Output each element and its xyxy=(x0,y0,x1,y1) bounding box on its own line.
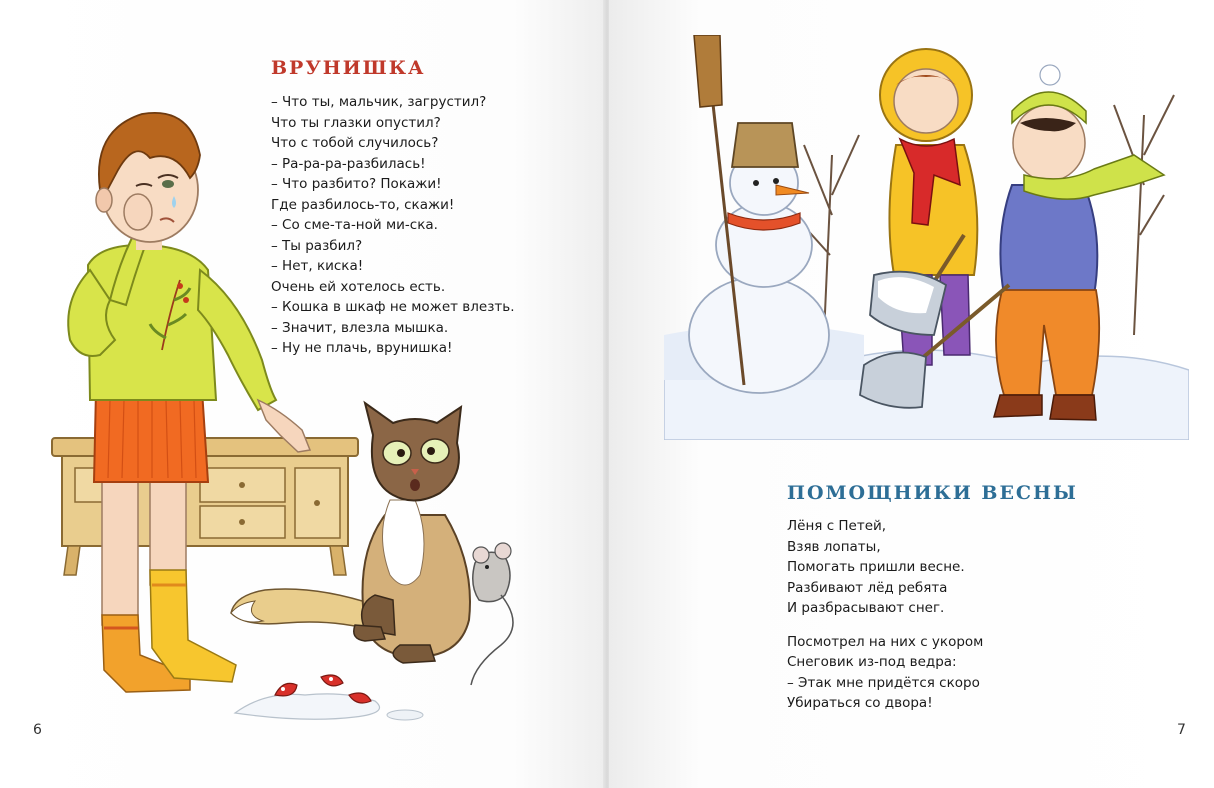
poem-title-left: ВРУНИШКА xyxy=(271,57,426,79)
poem-line: Что ты глазки опустил? xyxy=(271,114,441,131)
poem-line: – Что ты, мальчик, загрустил? xyxy=(271,94,487,110)
snowman-illustration xyxy=(689,35,829,393)
winter-scene-illustration xyxy=(664,35,1189,440)
page-number-left: 6 xyxy=(33,722,42,738)
poem-line: – Ра-ра-ра-разбилась! xyxy=(271,155,426,172)
poem-line: Что с тобой случилось? xyxy=(271,135,439,151)
broken-bowl-illustration xyxy=(235,675,423,720)
poem-line: – Ну не плачь, врунишка! xyxy=(271,340,453,356)
poem-line: Очень ей хотелось есть. xyxy=(271,278,446,295)
poem-line: – Ты разбил? xyxy=(271,237,363,254)
cat-illustration xyxy=(225,395,535,725)
poem-line: Где разбилось-то, скажи! xyxy=(271,196,455,213)
poem-line: Лёня с Петей, xyxy=(787,518,887,534)
poem-line: – Кошка в шкаф не может влезть. xyxy=(271,299,515,315)
poem-line: – Нет, киска! xyxy=(271,258,364,274)
mouse-illustration xyxy=(471,543,513,685)
poem-line: Разбивают лёд ребята xyxy=(787,579,948,596)
poem-right xyxy=(787,516,983,714)
right-page xyxy=(609,0,1214,788)
poem-line: – Значит, влезла мышка. xyxy=(271,319,449,336)
poem-line: Помогать пришли весне. xyxy=(787,559,965,575)
poem-line: – Этак мне придётся скоро xyxy=(787,674,980,691)
poem-line: И разбрасывают снег. xyxy=(787,600,945,616)
poem-line: Посмотрел на них с укором xyxy=(787,633,984,650)
poem-line: Взяв лопаты, xyxy=(787,538,881,555)
poem-left xyxy=(271,92,515,359)
poem-line: – Что разбито? Покажи! xyxy=(271,176,442,192)
left-page xyxy=(0,0,605,788)
poem-title-right: ПОМОЩНИКИ ВЕСНЫ xyxy=(787,482,1078,504)
poem-line: Убираться со двора! xyxy=(787,695,933,711)
poem-line: – Со сме-та-ной ми-ска. xyxy=(271,217,438,233)
page-number-right: 7 xyxy=(1177,722,1186,738)
stanza-gap xyxy=(787,619,983,632)
winter-trees-illustration xyxy=(794,95,1174,335)
poem-line: Снеговик из-под ведра: xyxy=(787,654,957,670)
